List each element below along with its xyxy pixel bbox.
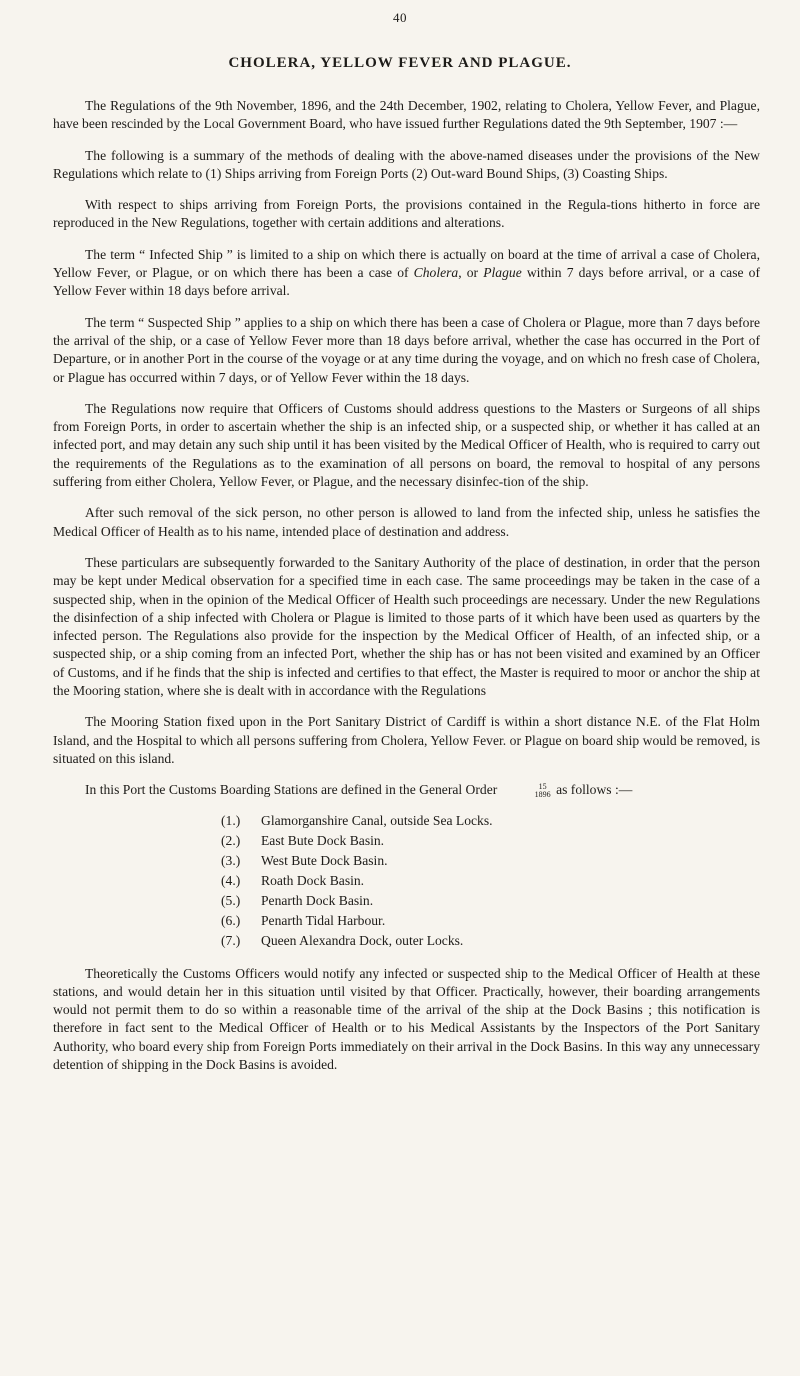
paragraph-particulars: These particulars are subsequently forwarded to the Sanitary Authority of the place of destination, in order that the person may be kept under Medical observation for a specified time in each case. The same proceedings may be taken in the case of a suspected ship, when in the opinion of the Medical Officer of Health such proceedings are necessary. Under the new Regulations the disinfection of a ship infected with Cholera or Plague is limited to those parts of it which have been used as quarters by the infected person. The Regulations also provide for the inspection by the Medical Officer of Health, of an infected ship, or a suspected ship, or a ship coming from an infected Port, whether the ship has or has not been visited and examined by an Officer of Customs, and if he finds that the ship is infected and certifies to that effect, the Master is required to moor or anchor the ship at the Mooring station, where she is dealt with in accordance with the Regulations bbox=[53, 554, 760, 699]
order-text-end: as follows :— bbox=[552, 782, 633, 798]
station-number: (5.) bbox=[221, 892, 241, 908]
paragraph-summary: The following is a summary of the methods of dealing with the above-named diseases under the provisions of the New Regulations which relate to (1) Ships arriving from Foreign Ports (2) Out-ward Bound Ships, (3) Coasting Ships. bbox=[53, 147, 760, 181]
station-number: (4.) bbox=[221, 872, 241, 888]
list-item bbox=[221, 911, 760, 931]
paragraph-infected-ship bbox=[53, 246, 760, 301]
paragraph-mooring-station: The Mooring Station fixed upon in the Port Sanitary District of Cardiff is within a short distance N.E. of the Flat Holm Island, and the Hospital to which all persons suffering from Cholera, Yellow Fever. or Plague on board ship would be removed, is situated on this island. bbox=[53, 714, 760, 766]
station-number: (7.) bbox=[221, 932, 241, 948]
paragraph-boarding-stations bbox=[53, 781, 760, 799]
order-text-start: In this Port the Customs Boarding Stations are defined in the General Order bbox=[85, 782, 501, 798]
paragraph-foreign-ports: With respect to ships arriving from Foreign Ports, the provisions contained in the Regula-tions hitherto in force are reproduced in the New Regulations, together with certain additions and alterations. bbox=[53, 197, 760, 231]
station-number: (2.) bbox=[221, 832, 241, 848]
infected-text-end: within 7 days before arrival, or a case of Yellow Fever within 18 days before arrival. bbox=[53, 265, 760, 299]
infected-text-comma: , or bbox=[458, 265, 484, 281]
page-title: CHOLERA, YELLOW FEVER AND PLAGUE. bbox=[228, 55, 572, 71]
station-name: East Bute Dock Basin. bbox=[261, 832, 385, 848]
paragraph-after-removal: After such removal of the sick person, no other person is allowed to land from the infected ship, unless he satisfies the Medical Officer of Health as to his name, intended place of destination and address. bbox=[53, 505, 760, 539]
paragraph-suspected-ship: The term “ Suspected Ship ” applies to a ship on which there has been a case of Cholera or Plague, more than 7 days before the arrival of the ship, or a case of Yellow Fever more than 18 days before arrival, whether the case has occurred in the Port of Departure, or in another Port in the course of the voyage or at any time during the voyage, and on which no fresh case of Cholera, or Plague has occurred within 7 days, or of Yellow Fever within the 18 days. bbox=[53, 314, 760, 385]
fraction-numerator: 15 bbox=[538, 782, 547, 792]
station-name: Roath Dock Basin. bbox=[261, 872, 365, 888]
station-number: (6.) bbox=[221, 912, 241, 928]
station-number: (3.) bbox=[221, 852, 241, 868]
station-name: West Bute Dock Basin. bbox=[261, 852, 388, 868]
infected-text-plague: Plague bbox=[483, 265, 522, 281]
station-number: (1.) bbox=[221, 812, 241, 828]
station-name: Penarth Tidal Harbour. bbox=[261, 912, 386, 928]
list-item bbox=[221, 811, 760, 831]
fraction-denominator: 1896 bbox=[534, 790, 551, 800]
list-item bbox=[221, 871, 760, 891]
page-number: 40 bbox=[393, 10, 407, 25]
boarding-stations-list bbox=[53, 811, 760, 951]
station-name: Glamorganshire Canal, outside Sea Locks. bbox=[261, 812, 493, 828]
paragraph-regulations-rescinded: The Regulations of the 9th November, 1896, and the 24th December, 1902, relating to Cholera, Yellow Fever, and Plague, have been rescinded by the Local Government Board, who have issued further Regulations dated the 9th September, 1907 :— bbox=[53, 98, 760, 132]
general-order-fraction bbox=[503, 783, 551, 799]
list-item bbox=[221, 851, 760, 871]
paragraph-customs-officers: The Regulations now require that Officers of Customs should address questions to the Masters or Surgeons of all ships from Foreign Ports, in order to ascertain whether the ship is an infected ship, or a suspected ship, or whether it has called at an infected port, and may detain any such ship until it has been visited by the Medical Officer of Health, who is required to carry out the requirements of the Regulations as to the examination of all persons on board, the removal to hospital of any persons suffering from either Cholera, Yellow Fever, or Plague, and the necessary disinfec-tion of the ship. bbox=[53, 400, 760, 490]
list-item bbox=[221, 831, 760, 851]
paragraph-closing: Theoretically the Customs Officers would notify any infected or suspected ship to the Medical Officer of Health at these stations, and would detain her in this situation until visited by that Officer. Practically, however, their boarding arrangements would not permit them to do so within a reasonable time of the arrival of the ship at the Dock Basins ; this notification is therefore in fact sent to the Medical Officer of Health or to his Medical Assistants by the Inspectors of the Port Sanitary Authority, who board every ship from Foreign Ports immediately on their arrival in the Dock Basins. In this way any unnecessary detention of shipping in the Dock Basins is avoided. bbox=[53, 965, 760, 1072]
body-text bbox=[53, 97, 760, 1087]
infected-text-cholera: Cholera bbox=[413, 265, 459, 281]
list-item bbox=[221, 931, 760, 951]
infected-text-start: The term “ Infected Ship ” is limited to a ship on which there is actually on board at the time of arrival a case of Cholera, Yellow Fever, or Plague, or on which there has been a case of bbox=[53, 246, 760, 281]
list-item bbox=[221, 891, 760, 911]
station-name: Penarth Dock Basin. bbox=[261, 892, 374, 908]
station-name: Queen Alexandra Dock, outer Locks. bbox=[261, 932, 464, 948]
